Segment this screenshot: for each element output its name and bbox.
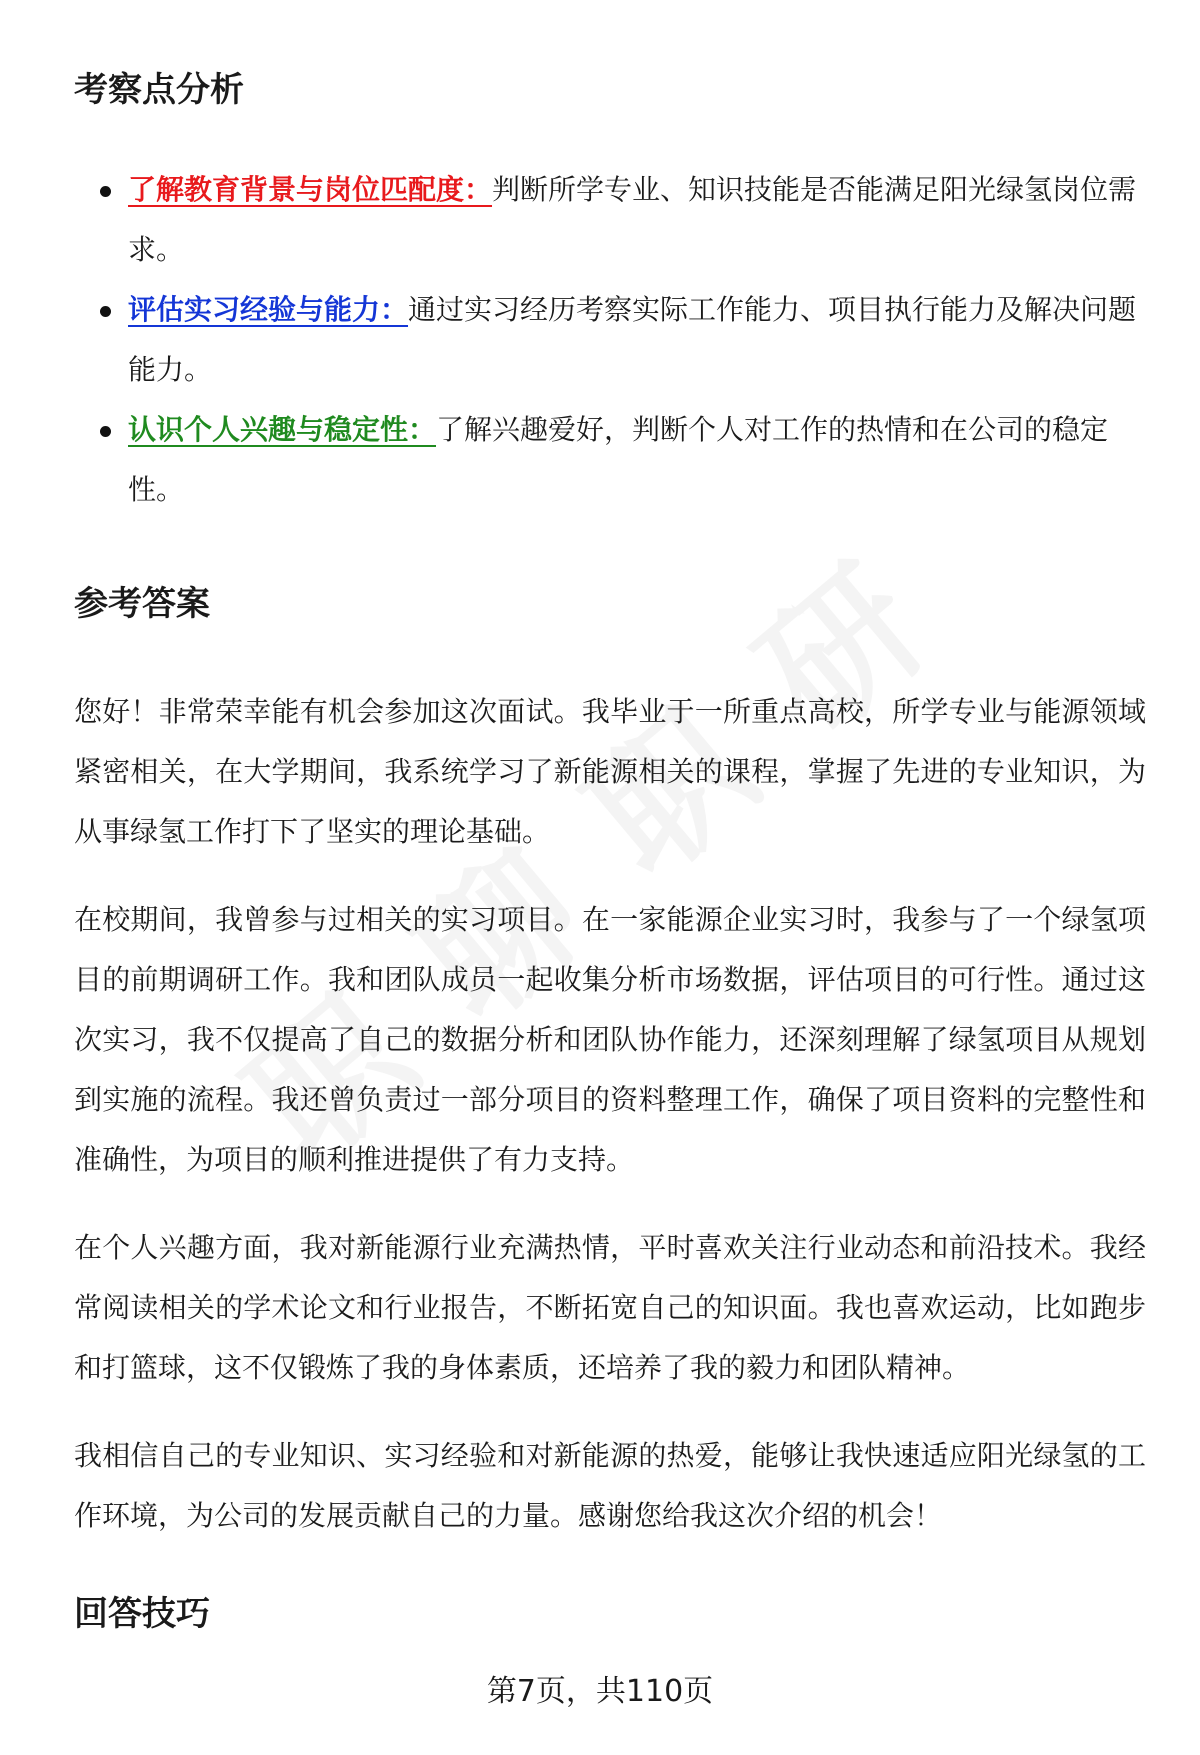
section-title-answer: 参考答案 — [74, 584, 210, 624]
answer-paragraph: 您好！非常荣幸能有机会参加这次面试。我毕业于一所重点高校，所学专业与能源领域紧密相关，在大学期间，我系统学习了新能源相关的课程，掌握了先进的专业知识，为从事绿氢工作打下了坚实的理论基础。 — [74, 695, 1146, 848]
bullet-icon — [100, 306, 111, 317]
analysis-item — [74, 160, 1146, 280]
analysis-item — [74, 400, 1146, 520]
analysis-keyword: 了解教育背景与岗位匹配度： — [128, 173, 493, 206]
analysis-text: 判断所学专业、知识技能是否能满足阳光绿氢岗位需求。 — [128, 173, 1137, 266]
page-number: 第7页，共110页 — [486, 1674, 714, 1709]
answer-paragraph: 我相信自己的专业知识、实习经验和对新能源的热爱，能够让我快速适应阳光绿氢的工作环境，为公司的发展贡献自己的力量。感谢您给我这次介绍的机会！ — [74, 1439, 1146, 1532]
analysis-list — [74, 160, 1146, 520]
analysis-keyword: 评估实习经验与能力： — [128, 293, 409, 326]
analysis-keyword: 认识个人兴趣与稳定性： — [128, 413, 437, 446]
analysis-text: 了解兴趣爱好，判断个人对工作的热情和在公司的稳定性。 — [128, 413, 1109, 506]
bullet-icon — [100, 186, 111, 197]
document-content — [74, 62, 1146, 1642]
section-title-analysis: 考察点分析 — [74, 70, 244, 110]
answer-paragraph: 在校期间，我曾参与过相关的实习项目。在一家能源企业实习时，我参与了一个绿氢项目的前期调研工作。我和团队成员一起收集分析市场数据，评估项目的可行性。通过这次实习，我不仅提高了自己的数据分析和团队协作能力，还深刻理解了绿氢项目从规划到实施的流程。我还曾负责过一部分项目的资料整理工作，确保了项目资料的完整性和准确性，为项目的顺利推进提供了有力支持。 — [74, 903, 1146, 1176]
analysis-text: 通过实习经历考察实际工作能力、项目执行能力及解决问题能力。 — [128, 293, 1137, 386]
bullet-icon — [100, 426, 111, 437]
analysis-item — [74, 280, 1146, 400]
answer-paragraph: 在个人兴趣方面，我对新能源行业充满热情，平时喜欢关注行业动态和前沿技术。我经常阅读相关的学术论文和行业报告，不断拓宽自己的知识面。我也喜欢运动，比如跑步和打篮球，这不仅锻炼了我的身体素质，还培养了我的毅力和团队精神。 — [74, 1231, 1146, 1384]
section-title-tips: 回答技巧 — [74, 1594, 210, 1634]
